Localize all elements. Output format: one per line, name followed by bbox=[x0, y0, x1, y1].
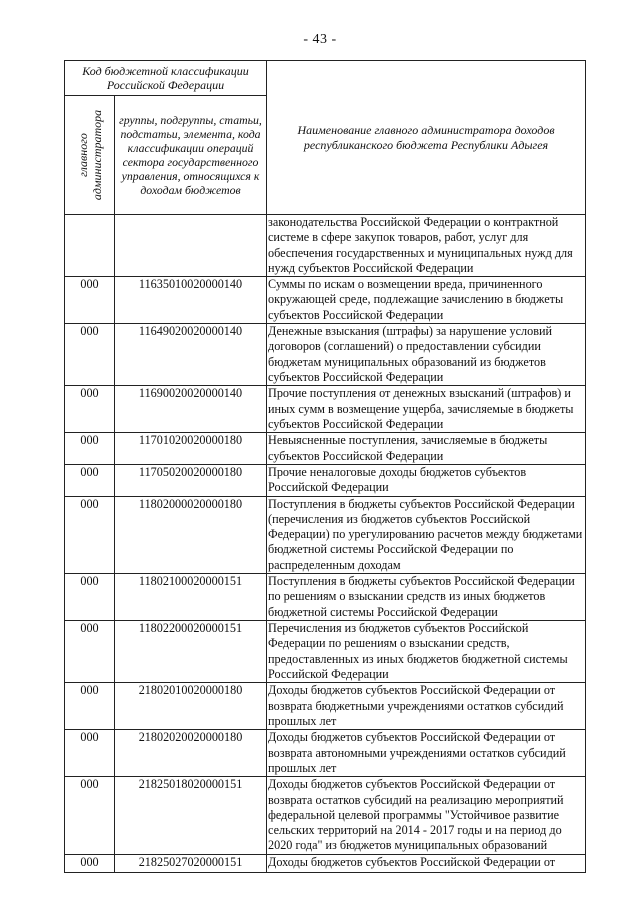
admin-code-cell: 000 bbox=[65, 777, 115, 854]
table-row bbox=[65, 854, 586, 872]
classification-code-cell: 21802010020000180 bbox=[115, 683, 267, 730]
revenue-name-cell: Суммы по искам о возмещении вреда, причиненного окружающей среде, подлежащие зачислению в бюджеты субъектов Российской Федерации bbox=[267, 277, 586, 324]
table-row bbox=[65, 574, 586, 621]
classification-code-cell: 11802100020000151 bbox=[115, 574, 267, 621]
table-row bbox=[65, 277, 586, 324]
table-row bbox=[65, 215, 586, 277]
revenue-name-cell: Невыясненные поступления, зачисляемые в бюджеты субъектов Российской Федерации bbox=[267, 433, 586, 465]
admin-column-header bbox=[65, 96, 115, 215]
classification-code-cell: 11649020020000140 bbox=[115, 324, 267, 386]
table-row bbox=[65, 496, 586, 573]
admin-code-cell: 000 bbox=[65, 574, 115, 621]
classification-code-cell: 11802000020000180 bbox=[115, 496, 267, 573]
table-row bbox=[65, 777, 586, 854]
revenue-name-cell: Прочие неналоговые доходы бюджетов субъектов Российской Федерации bbox=[267, 464, 586, 496]
table-row bbox=[65, 464, 586, 496]
revenue-name-cell: Доходы бюджетов субъектов Российской Федерации от возврата остатков субсидий на реализацию мероприятий федеральной целевой программы "Устойчивое развитие сельских территорий на 2014 - 2017 годы и на период до 2020 года" из бюджетов муниципальных образований bbox=[267, 777, 586, 854]
admin-code-cell: 000 bbox=[65, 496, 115, 573]
revenue-name-cell: Поступления в бюджеты субъектов Российской Федерации по решениям о взыскании средств из иных бюджетов бюджетной системы Российской Федерации bbox=[267, 574, 586, 621]
revenue-name-cell: законодательства Российской Федерации о контрактной системе в сфере закупок товаров, работ, услуг для обеспечения государственных и муниципальных нужд для нужд субъектов Российской Федерации bbox=[267, 215, 586, 277]
table-row bbox=[65, 683, 586, 730]
revenue-name-cell: Доходы бюджетов субъектов Российской Федерации от bbox=[267, 854, 586, 872]
budget-classification-table bbox=[64, 60, 586, 873]
table-row bbox=[65, 621, 586, 683]
table-header-row bbox=[65, 61, 586, 96]
classification-code-cell: 11802200020000151 bbox=[115, 621, 267, 683]
admin-code-cell: 000 bbox=[65, 854, 115, 872]
admin-code-cell: 000 bbox=[65, 464, 115, 496]
group-column-header: группы, подгруппы, статьи, подстатьи, элемента, кода классификации операций сектора государственного управления, относящихся к доходам бюджетов bbox=[115, 96, 267, 215]
classification-code-cell: 21825018020000151 bbox=[115, 777, 267, 854]
revenue-name-cell: Доходы бюджетов субъектов Российской Федерации от возврата автономными учреждениями остатков субсидий прошлых лет bbox=[267, 730, 586, 777]
admin-code-cell: 000 bbox=[65, 277, 115, 324]
classification-code-cell: 21802020020000180 bbox=[115, 730, 267, 777]
revenue-name-cell: Денежные взыскания (штрафы) за нарушение условий договоров (соглашений) о предоставлении субсидии бюджетам муниципальных образований из бюджетов субъектов Российской Федерации bbox=[267, 324, 586, 386]
admin-code-cell: 000 bbox=[65, 386, 115, 433]
page-number: - 43 - bbox=[303, 32, 337, 47]
admin-code-cell: 000 bbox=[65, 433, 115, 465]
revenue-name-cell: Перечисления из бюджетов субъектов Российской Федерации по решениям о взыскании средств, предоставленных из иных бюджетов бюджетной системы Российской Федерации bbox=[267, 621, 586, 683]
revenue-name-cell: Прочие поступления от денежных взысканий (штрафов) и иных сумм в возмещение ущерба, зачисляемые в бюджеты субъектов Российской Федерации bbox=[267, 386, 586, 433]
classification-code-cell: 11635010020000140 bbox=[115, 277, 267, 324]
admin-code-cell bbox=[65, 215, 115, 277]
classification-code-cell: 11705020020000180 bbox=[115, 464, 267, 496]
classification-code-cell bbox=[115, 215, 267, 277]
classification-code-cell: 21825027020000151 bbox=[115, 854, 267, 872]
classification-code-cell: 11690020020000140 bbox=[115, 386, 267, 433]
name-column-header: Наименование главного администратора доходов республиканского бюджета Республики Адыгея bbox=[267, 61, 586, 215]
classification-code-cell: 11701020020000180 bbox=[115, 433, 267, 465]
admin-column-header-text: главного администратора bbox=[75, 109, 104, 201]
revenue-name-cell: Доходы бюджетов субъектов Российской Федерации от возврата бюджетными учреждениями остатков субсидий прошлых лет bbox=[267, 683, 586, 730]
admin-code-cell: 000 bbox=[65, 730, 115, 777]
kbk-header: Код бюджетной классификации Российской Федерации bbox=[65, 61, 267, 96]
table-row bbox=[65, 730, 586, 777]
admin-code-cell: 000 bbox=[65, 621, 115, 683]
admin-code-cell: 000 bbox=[65, 683, 115, 730]
admin-code-cell: 000 bbox=[65, 324, 115, 386]
table-row bbox=[65, 386, 586, 433]
table-row bbox=[65, 324, 586, 386]
revenue-name-cell: Поступления в бюджеты субъектов Российской Федерации (перечисления из бюджетов субъектов Российской Федерации) по урегулированию расчетов между бюджетами бюджетной системы Российской Федерации по распределенным доходам bbox=[267, 496, 586, 573]
table-row bbox=[65, 433, 586, 465]
